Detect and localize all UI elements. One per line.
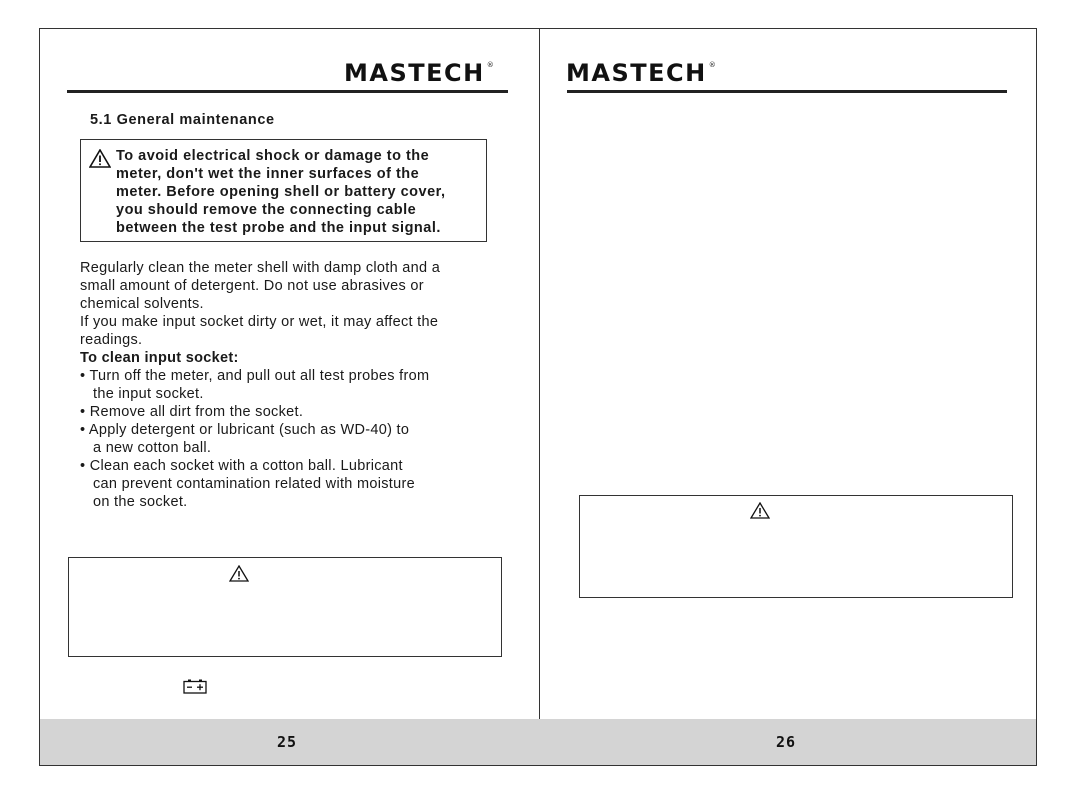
header-rule-right [567,90,1007,93]
section-heading: 5.1 General maintenance [90,112,275,128]
list-item: • Remove all dirt from the socket. [80,404,304,420]
list-item: • Clean each socket with a cotton ball. Lubricant [80,458,403,474]
caution-box-left [68,557,502,657]
list-item: • Apply detergent or lubricant (such as WD-40) to [80,422,410,438]
page-number-right: 26 [776,733,797,751]
clean-socket-heading: To clean input socket: [80,350,239,366]
maintenance-body: Regularly clean the meter shell with damp cloth and a small amount of detergent. Do not use abrasives or chemical solvents. If you make input socket dirty or wet, it may affect the readings. To clean input socket: • Turn off the meter, and pull out all test probes from the input socket. • Remove all dirt from the socket. • Apply detergent or lubricant (such as WD-40) to a new cotton ball. • Clean each socket with a cotton ball. Lubricant can prevent contamination related with moisture on the socket. [80,259,510,511]
page-divider [539,29,540,719]
manual-spread [39,28,1037,766]
brand-logo-right: MASTECH ® [566,59,718,87]
page-footer [40,719,1036,765]
warning-triangle-icon [89,149,111,168]
warning-box [80,139,487,242]
warning-triangle-icon [750,502,770,519]
warning-text: To avoid electrical shock or damage to the meter, don't wet the inner surfaces of the meter. Before opening shell or battery cover, you should remove the connecting cable between the test probe and the input signal. [116,148,446,236]
warning-triangle-icon [229,565,249,582]
list-item: • Turn off the meter, and pull out all test probes from [80,368,430,384]
caution-box-right [579,495,1013,598]
battery-icon [183,679,207,694]
brand-logo-left: MASTECH ® [344,59,496,87]
page-number-left: 25 [277,733,298,751]
header-rule-left [67,90,508,93]
